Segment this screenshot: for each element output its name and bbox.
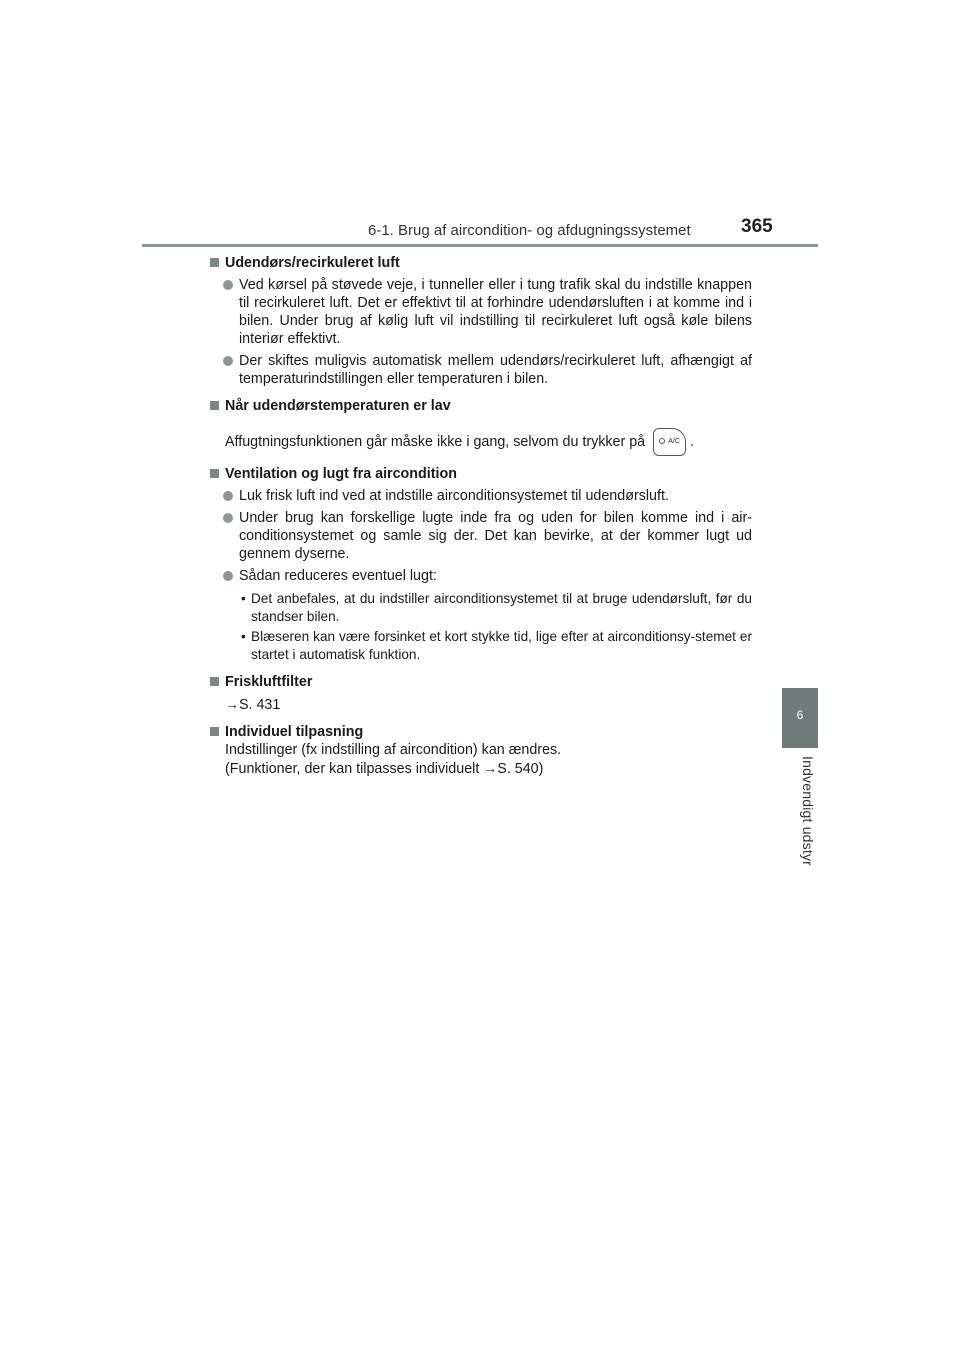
ac-button-icon: A/C <box>653 428 686 456</box>
list-item: Under brug kan forskellige lugte inde fra og uden for bilen komme ind i air-conditionsystemet og samle sig der. Det kan bevirke, at der kommer lugt ud gennem dyserne. <box>210 509 752 563</box>
chapter-tab <box>782 688 818 748</box>
circle-bullet-icon <box>223 513 233 523</box>
section-low-temperature <box>210 397 752 456</box>
section-heading: Ventilation og lugt fra aircondition <box>210 465 752 483</box>
circle-bullet-icon <box>223 571 233 581</box>
main-content <box>210 254 752 787</box>
page-reference: →S. 431 <box>225 696 281 713</box>
circle-bullet-icon <box>223 491 233 501</box>
chapter-number: 6 <box>796 708 804 722</box>
section-outdoor-recirc <box>210 254 752 388</box>
section-heading: Friskluftfilter <box>210 673 752 691</box>
list-item: Luk frisk luft ind ved at indstille airconditionsystemet til udendørsluft. <box>210 487 752 505</box>
arrow-right-icon: → <box>225 696 239 712</box>
paragraph: Indstillinger (fx indstilling af aircondition) kan ændres. <box>225 742 562 758</box>
circle-bullet-icon <box>223 356 233 366</box>
sub-list-item: • Det anbefales, at du indstiller airconditionsystemet til at bruge udendørsluft, før du standser bilen. <box>241 591 752 624</box>
sub-list-item: • Blæseren kan være forsinket et kort stykke tid, lige efter at airconditionsy-stemet er startet i automatisk funktion. <box>241 629 752 662</box>
square-bullet-icon <box>210 258 219 267</box>
section-heading: Udendørs/recirkuleret luft <box>210 254 752 272</box>
section-ventilation-odor <box>210 465 752 664</box>
indicator-light-icon <box>659 438 665 444</box>
chapter-label: Indvendigt udstyr <box>800 756 816 867</box>
square-bullet-icon <box>210 727 219 736</box>
list-item: Sådan reduceres eventuel lugt: <box>210 567 752 585</box>
header-divider <box>142 244 818 247</box>
list-item: Der skiftes muligvis automatisk mellem udendørs/recirkuleret luft, afhængigt af temperaturindstillingen eller temperaturen i bilen. <box>210 352 752 388</box>
paragraph: Affugtningsfunktionen går måske ikke i gang, selvom du trykker på A/C . <box>210 428 752 456</box>
section-title: 6-1. Brug af aircondition- og afdugningssystemet <box>368 222 691 239</box>
arrow-right-icon: → <box>483 760 498 776</box>
section-fresh-air-filter <box>210 673 752 714</box>
square-bullet-icon <box>210 677 219 686</box>
section-customization <box>210 723 752 778</box>
page-number: 365 <box>741 216 773 237</box>
square-bullet-icon <box>210 469 219 478</box>
paragraph: (Funktioner, der kan tilpasses individuelt →S. 540) <box>225 760 544 777</box>
section-heading: Individuel tilpasning <box>210 723 752 741</box>
circle-bullet-icon <box>223 280 233 290</box>
section-heading: Når udendørstemperaturen er lav <box>210 397 752 415</box>
list-item: Ved kørsel på støvede veje, i tunneller eller i tung trafik skal du indstille knappen til recirkuleret luft. Det er effektivt til at forhindre udendørsluften i at komme ind i bilen. Under brug af kølig luft vil indstilling til recirkuleret luft også køle bilens interiør effektivt. <box>210 276 752 348</box>
square-bullet-icon <box>210 401 219 410</box>
